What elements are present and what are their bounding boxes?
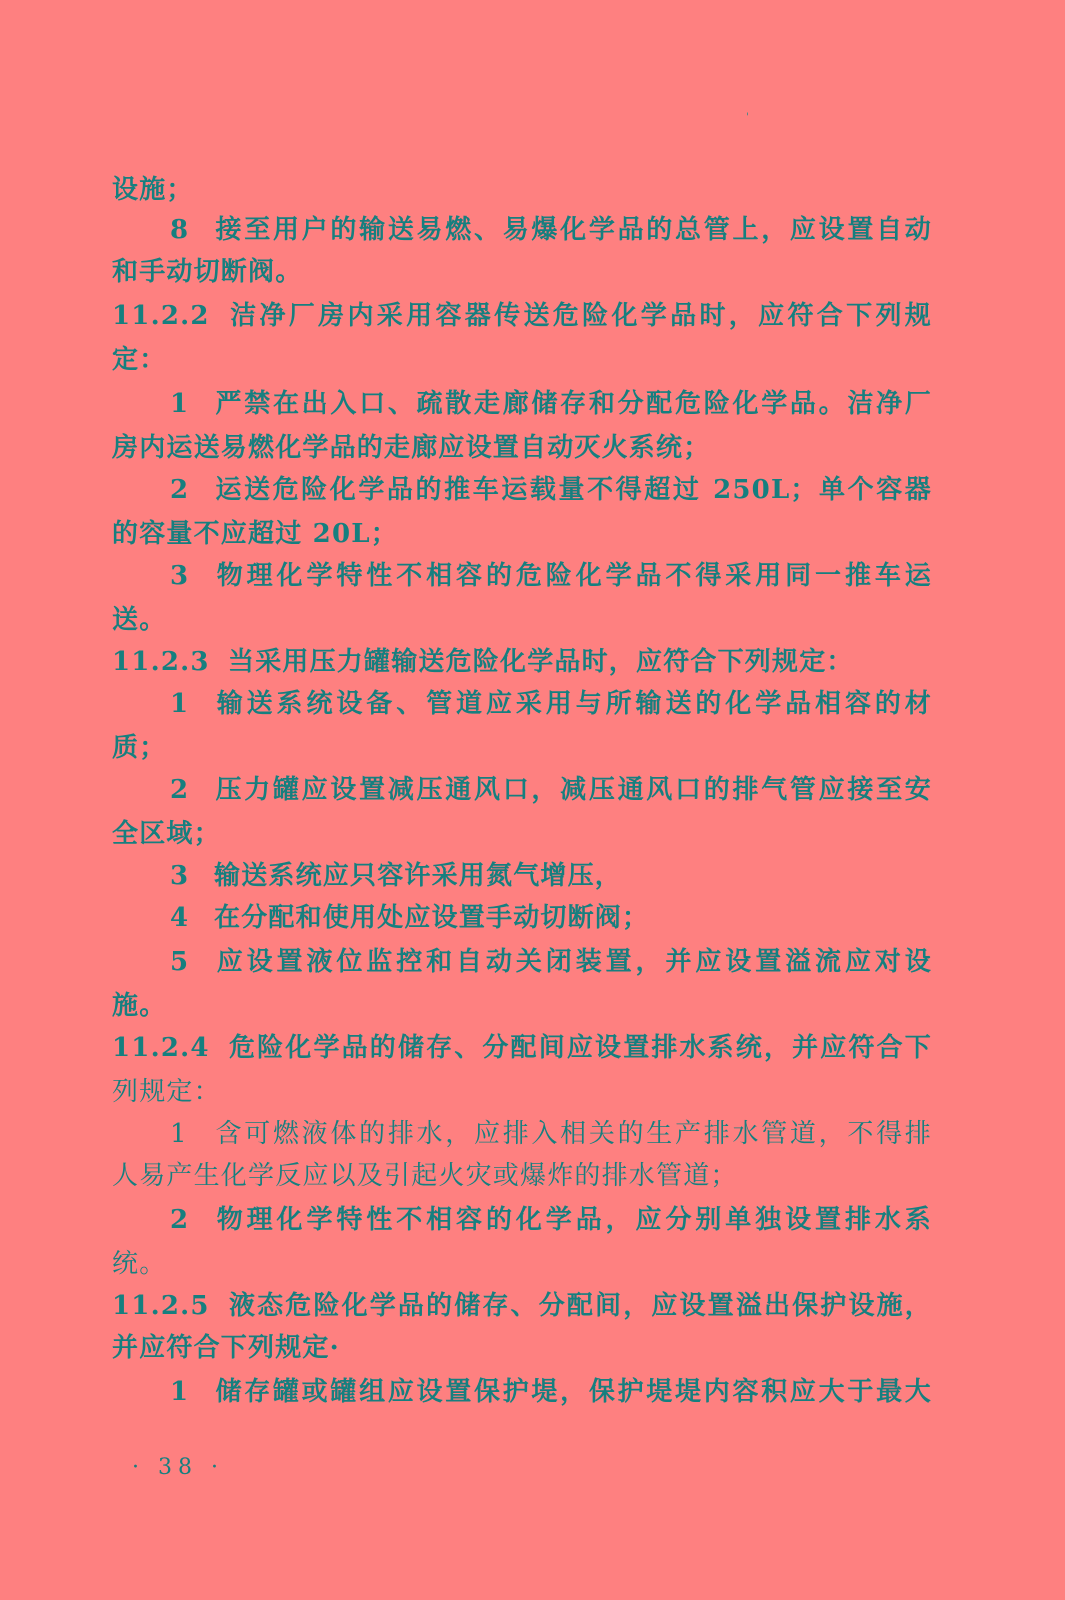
text-line: 房内运送易燃化学品的走廊应设置自动灭火系统； — [112, 433, 711, 463]
item-number: 3 — [170, 861, 190, 891]
item-line: 2 物理化学特性不相容的化学品，应分别单独设置排水系 — [170, 1205, 932, 1235]
text-line: 统。 — [112, 1249, 167, 1279]
text-line: 全区域； — [112, 819, 221, 849]
text-line: 的容量不应超过 20L； — [112, 519, 398, 549]
item-line: 5 应设置液位监控和自动关闭装置，并应设置溢流应对设 — [170, 947, 932, 977]
item-number: 1 — [170, 389, 190, 419]
clause-number: 11.2.5 — [112, 1291, 210, 1321]
item-line: 3 输送系统应只容许采用氮气增压， — [170, 861, 623, 891]
item-number: 2 — [170, 775, 190, 805]
clause-line: 11.2.4 危险化学品的储存、分配间应设置排水系统，并应符合下 — [112, 1033, 932, 1063]
item-line: 3 物理化学特性不相容的危险化学品不得采用同一推车运 — [170, 561, 932, 591]
clause-number: 11.2.3 — [112, 647, 210, 677]
item-line: 4 在分配和使用处应设置手动切断阀； — [170, 903, 650, 933]
text-line: 施。 — [112, 991, 167, 1021]
page-number: · 38 · — [132, 1455, 224, 1480]
item-number: 1 — [170, 689, 190, 719]
stray-mark: ' — [746, 112, 749, 123]
item-number: 2 — [170, 475, 190, 505]
text-line: 质； — [112, 733, 167, 763]
item-number: 4 — [170, 903, 190, 933]
clause-number: 11.2.2 — [112, 301, 210, 331]
clause-number: 11.2.4 — [112, 1033, 210, 1063]
item-number: 1 — [170, 1377, 190, 1407]
item-line: 1 输送系统设备、管道应采用与所输送的化学品相容的材 — [170, 689, 932, 719]
item-line: 8 接至用户的输送易燃、易爆化学品的总管上，应设置自动 — [170, 215, 932, 245]
item-number: 3 — [170, 561, 190, 591]
clause-line: 11.2.3 当采用压力罐输送危险化学品时，应符合下列规定： — [112, 647, 854, 677]
item-number: 2 — [170, 1205, 190, 1235]
item-number: 8 — [170, 215, 190, 245]
item-line: 2 运送危险化学品的推车运载量不得超过 250L；单个容器 — [170, 475, 932, 505]
text-line: 并应符合下列规定· — [112, 1333, 340, 1363]
item-number: 1 — [170, 1119, 188, 1149]
item-line: 2 压力罐应设置减压通风口，减压通风口的排气管应接至安 — [170, 775, 932, 805]
text-line: 人易产生化学反应以及引起火灾或爆炸的排水管道； — [112, 1161, 738, 1191]
clause-line: 11.2.2 洁净厂房内采用容器传送危险化学品时，应符合下列规 — [112, 301, 932, 331]
item-line: 1 含可燃液体的排水，应排入相关的生产排水管道，不得排 — [170, 1119, 932, 1149]
text-line: 送。 — [112, 605, 167, 635]
item-number: 5 — [170, 947, 190, 977]
text-line: 列规定： — [112, 1077, 221, 1107]
clause-line: 11.2.5 液态危险化学品的储存、分配间，应设置溢出保护设施， — [112, 1291, 932, 1321]
item-line: 1 储存罐或罐组应设置保护堤，保护堤堤内容积应大于最大 — [170, 1377, 932, 1407]
text-line: 定： — [112, 345, 167, 375]
item-line: 1 严禁在出入口、疏散走廊储存和分配危险化学品。洁净厂 — [170, 389, 932, 419]
text-line: 和手动切断阀。 — [112, 257, 303, 287]
text-line: 设施； — [112, 175, 194, 205]
